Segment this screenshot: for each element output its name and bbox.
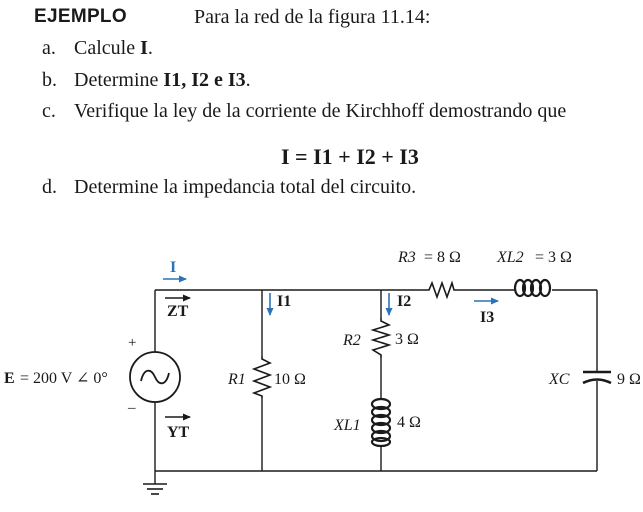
ground-icon <box>143 484 167 494</box>
source-value: = 200 V ∠ 0° <box>20 370 108 387</box>
item-tail: . <box>245 69 251 91</box>
example-intro: Para la red de la figura 11.14: <box>194 6 431 28</box>
r1-value: 10 Ω <box>274 371 306 388</box>
r2-resistor-icon <box>373 318 389 358</box>
yt-label: YT <box>167 424 190 441</box>
r2-name: R2 <box>343 332 361 349</box>
r2-value: 3 Ω <box>395 331 419 348</box>
r1-name: R1 <box>228 371 246 388</box>
item-text: Calcule <box>74 37 141 59</box>
item-text: Determine <box>74 69 164 91</box>
r3-resistor-icon <box>426 283 456 297</box>
xl1-name: XL1 <box>334 417 361 434</box>
xl2-value: = 3 Ω <box>535 249 572 266</box>
item-letter: c. <box>42 100 56 122</box>
item-tail: . <box>147 37 153 59</box>
xl2-inductor-icon <box>515 280 550 296</box>
item-text: Verifique la ley de la corriente de Kirchhoff demostrando que <box>74 100 567 122</box>
xl1-inductor-icon <box>372 399 390 446</box>
xc-value: 9 Ω <box>617 371 641 388</box>
zt-label: ZT <box>167 303 189 320</box>
source-plus-sign: + <box>128 335 137 351</box>
source-label: E <box>4 370 15 387</box>
circuit-wires <box>155 290 597 484</box>
item-letter: b. <box>42 69 57 91</box>
current-i2-label: I2 <box>397 293 412 310</box>
item-letter: a. <box>42 37 56 59</box>
xc-name: XC <box>549 371 570 388</box>
current-i-label: I <box>170 259 177 276</box>
r1-resistor-icon <box>254 356 270 398</box>
xl2-name: XL2 <box>497 249 524 266</box>
ac-source-icon <box>130 352 180 402</box>
kirchhoff-equation: I = I1 + I2 + I3 <box>281 144 419 169</box>
item-text: Determine la impedancia total del circuito. <box>74 176 417 198</box>
example-label: EJEMPLO <box>34 6 127 27</box>
item-bold: I1, I2 e I3 <box>163 69 246 91</box>
r3-value: = 8 Ω <box>424 249 461 266</box>
item-bold: I <box>140 37 148 59</box>
item-letter: d. <box>42 176 57 198</box>
source-minus-sign: – <box>128 400 136 416</box>
current-i3-label: I3 <box>480 309 495 326</box>
xl1-value: 4 Ω <box>397 414 421 431</box>
r3-name: R3 <box>398 249 416 266</box>
current-i1-label: I1 <box>277 293 292 310</box>
